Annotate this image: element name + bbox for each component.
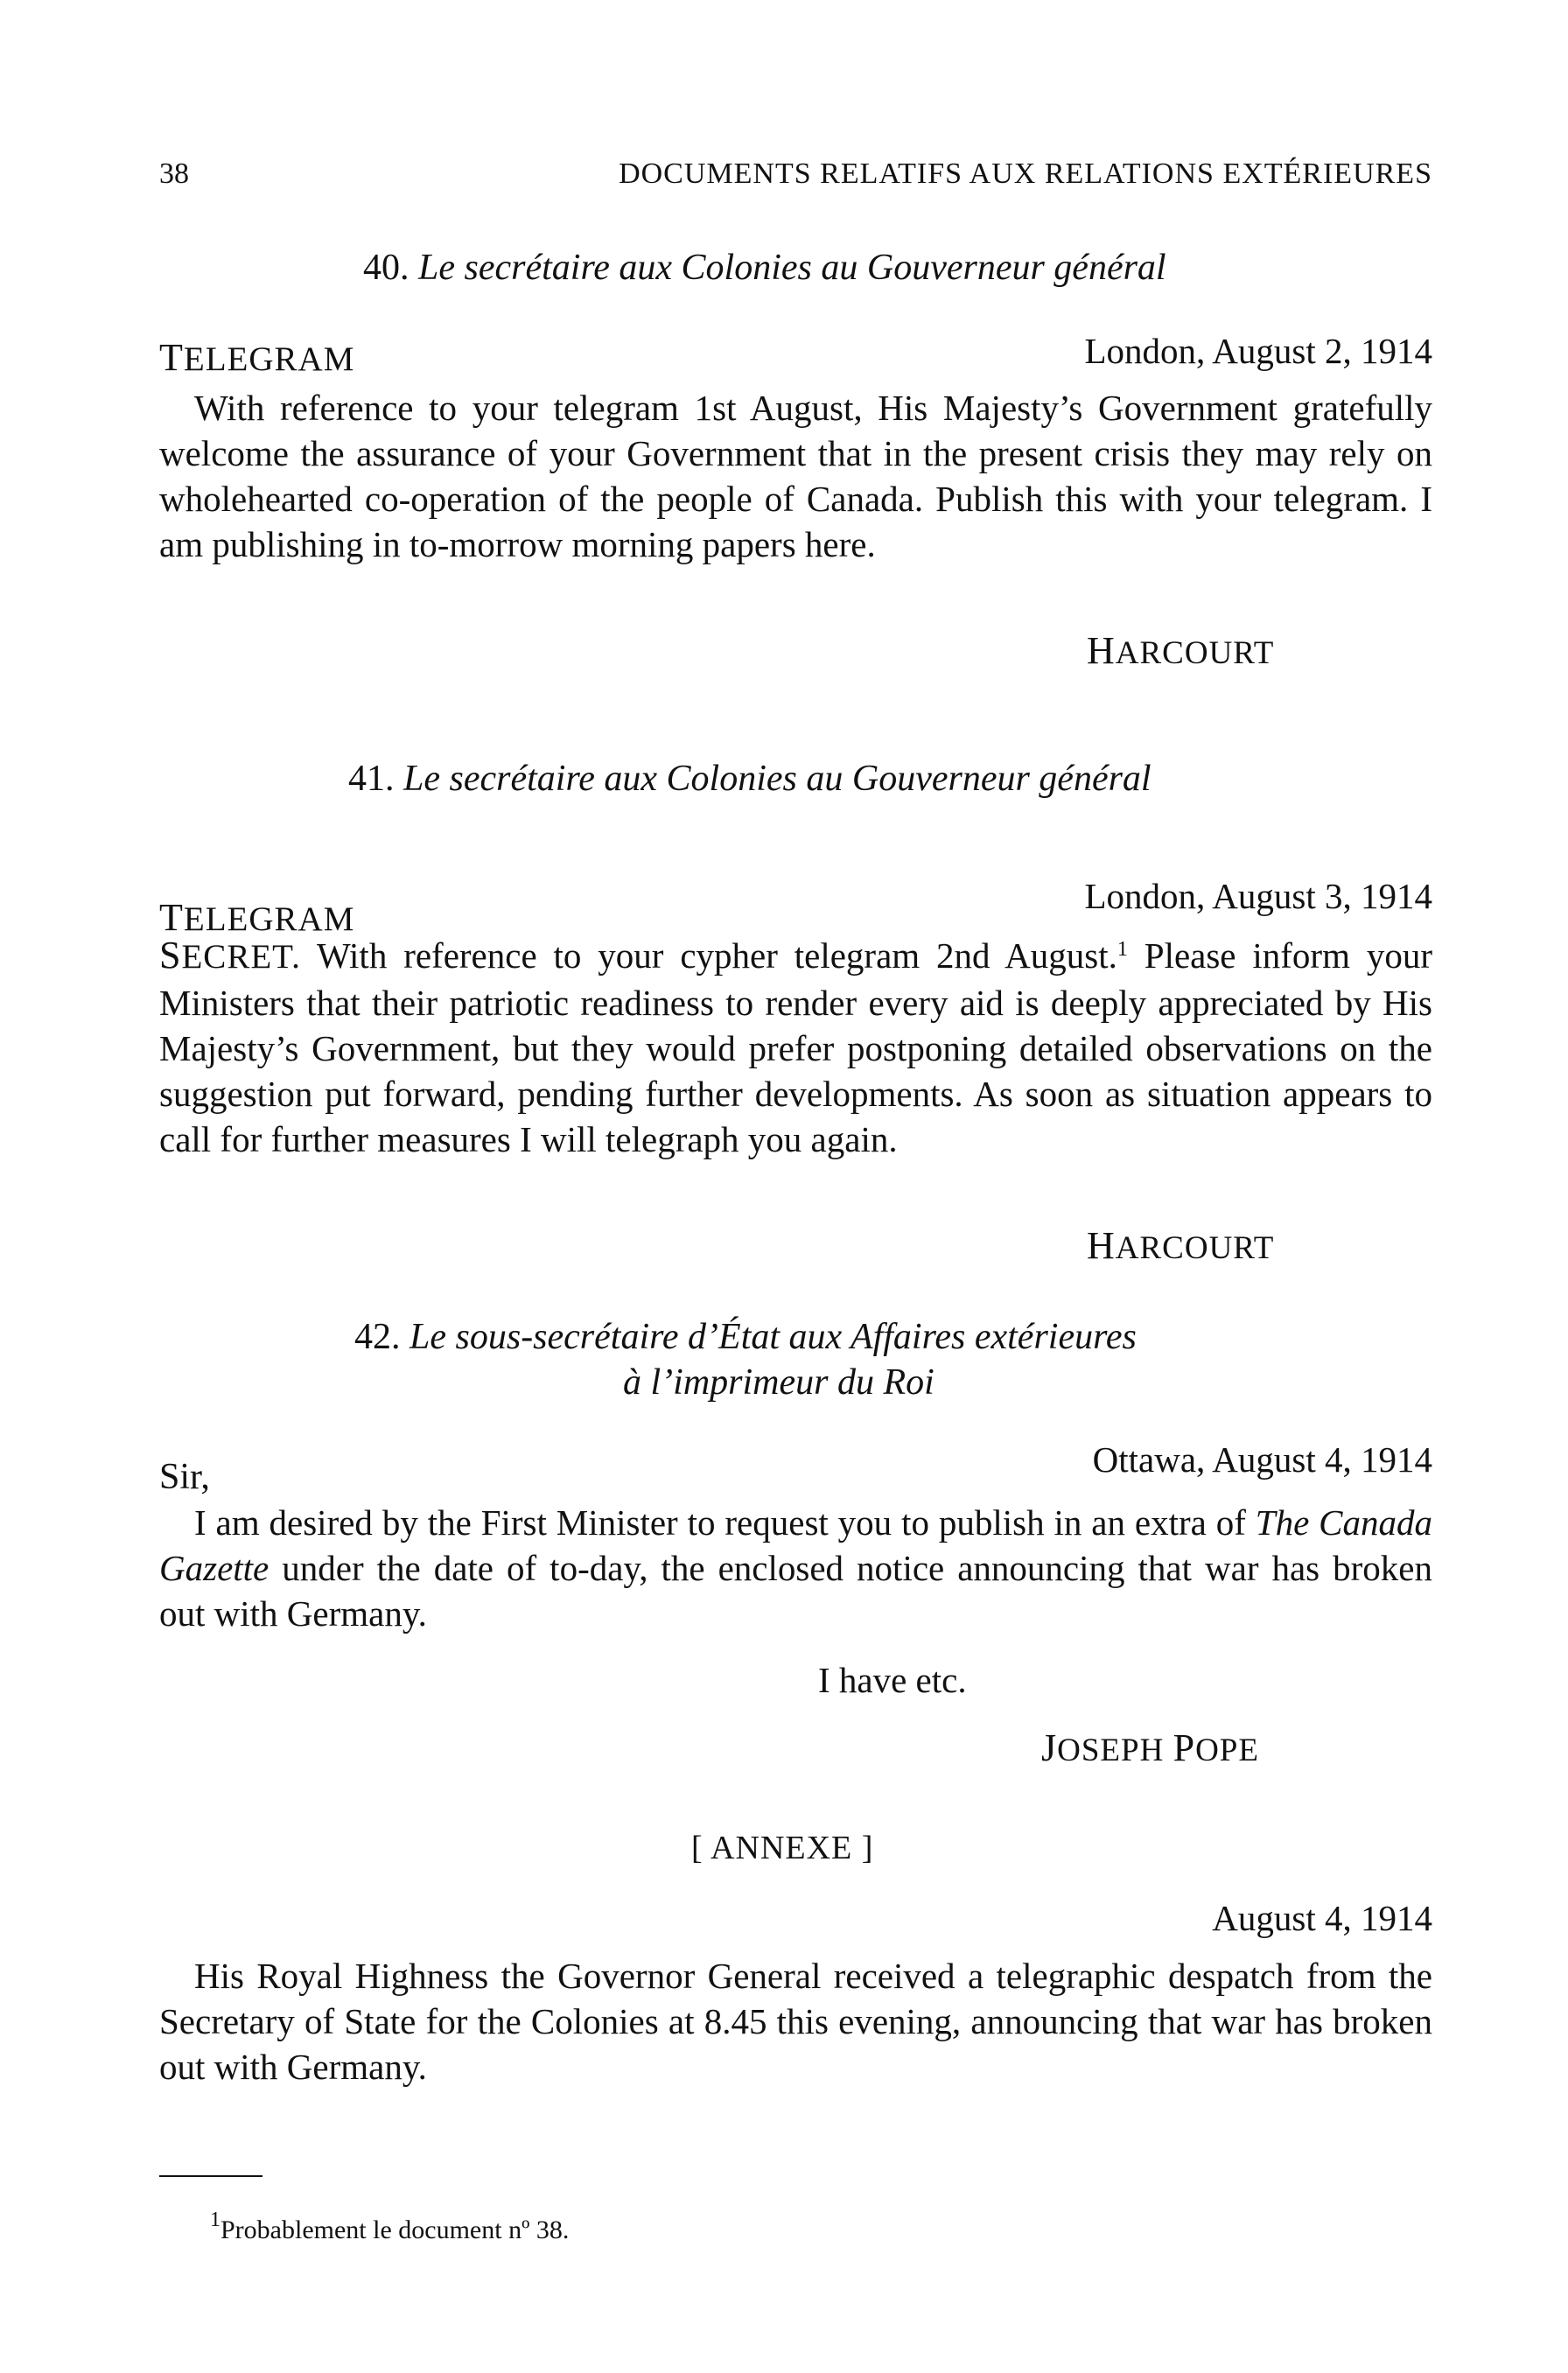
doc42-title-line2: à l’imprimeur du Roi [623,1362,934,1403]
doc42-sig-first-cap: J [1041,1726,1058,1769]
footnote-text: Probablement le document nº 38. [220,2216,570,2244]
footnote [210,2208,570,2245]
doc42-heading-line2 [623,1362,934,1404]
page-number: 38 [159,158,189,190]
doc40-type-rest: ELEGRAM [183,340,355,378]
doc41-type-rest: ELEGRAM [183,900,355,938]
doc42-dateline: Ottawa, August 4, 1914 [1092,1439,1432,1480]
doc41-secret-label [159,934,301,976]
doc40-signature [1087,628,1274,673]
running-title: DOCUMENTS RELATIFS AUX RELATIONS EXTÉRIEURES [619,158,1432,190]
doc40-dateline: London, August 2, 1914 [1084,331,1432,371]
doc40-body-text: With reference to your telegram 1st August, His Majesty’s Government gratefully welcome the assurance of your Government that in the present crisis they may rely on wholehearted co-operation of the people of Canada. Publish this with your telegram. I am publishing in to-morrow morning papers here. [159,388,1432,564]
doc42-salutation: Sir, [159,1457,210,1497]
doc41-number: 41. [348,759,395,799]
footnote-marker: 1 [210,2208,220,2231]
doc41-body-part1: With reference to your cypher telegram 2nd August. [316,935,1117,976]
doc42-body-part1: I am desired by the First Minister to request you to publish in an extra of [194,1502,1246,1543]
doc42-signature [1041,1726,1259,1770]
doc41-title: Le secrétaire aux Colonies au Gouverneur général [403,759,1152,799]
doc42-body [159,1500,1432,1636]
annex-label: [ ANNEXE ] [691,1830,874,1866]
doc41-heading [348,758,1152,800]
doc41-body-part2: Please inform your Ministers that their patriotic readiness to render every aid is deeply appreciated by His Majesty’s Government, but they would prefer postponing detailed observations on the suggestion put forward, pending further developments. As soon as situation appears to call for further measures I will telegraph you again. [159,935,1433,1159]
doc41-type-cap: T [159,896,184,939]
doc40-heading [363,247,1166,289]
doc40-number: 40. [363,248,410,288]
doc42-sig-last-rest: OPE [1195,1732,1259,1768]
doc41-body [159,933,1432,1162]
footnote-rule [159,2175,262,2177]
doc41-signature [1087,1223,1274,1268]
doc40-title: Le secrétaire aux Colonies au Gouverneur général [418,248,1166,288]
doc42-number: 42. [354,1317,401,1357]
doc42-sig-first-rest: OSEPH [1057,1732,1165,1768]
doc41-dateline: London, August 3, 1914 [1084,876,1432,916]
doc40-sig-cap: H [1087,629,1116,672]
doc41-footnote-marker: 1 [1116,938,1128,961]
annex-body [159,1953,1432,2090]
doc40-type-label [159,335,354,380]
doc41-sig-cap: H [1087,1224,1116,1267]
doc41-sig-rest: ARCOURT [1115,1230,1275,1266]
doc40-sig-rest: ARCOURT [1115,635,1275,671]
annex-body-text: His Royal Highness the Governor General received a telegraphic despatch from the Secretary of State for the Colonies at 8.45 this evening, announcing that war has broken out with Germany. [159,1956,1432,2087]
doc40-body [159,385,1432,567]
doc42-body-part2: under the date of to-day, the enclosed notice announcing that war has broken out with Germany. [159,1548,1432,1634]
doc41-secret-rest: ECRET. [181,938,301,976]
doc42-sig-last-cap: P [1172,1726,1196,1769]
doc42-heading [354,1316,1137,1358]
doc42-gazette-title: The Canada Gazette [159,1502,1433,1588]
doc41-secret-cap: S [159,934,182,976]
doc40-type-cap: T [159,336,184,379]
annex-dateline: August 4, 1914 [1212,1898,1432,1938]
doc42-closing: I have etc. [818,1660,967,1700]
doc42-title-line1: Le sous-secrétaire d’État aux Affaires extérieures [410,1317,1137,1357]
